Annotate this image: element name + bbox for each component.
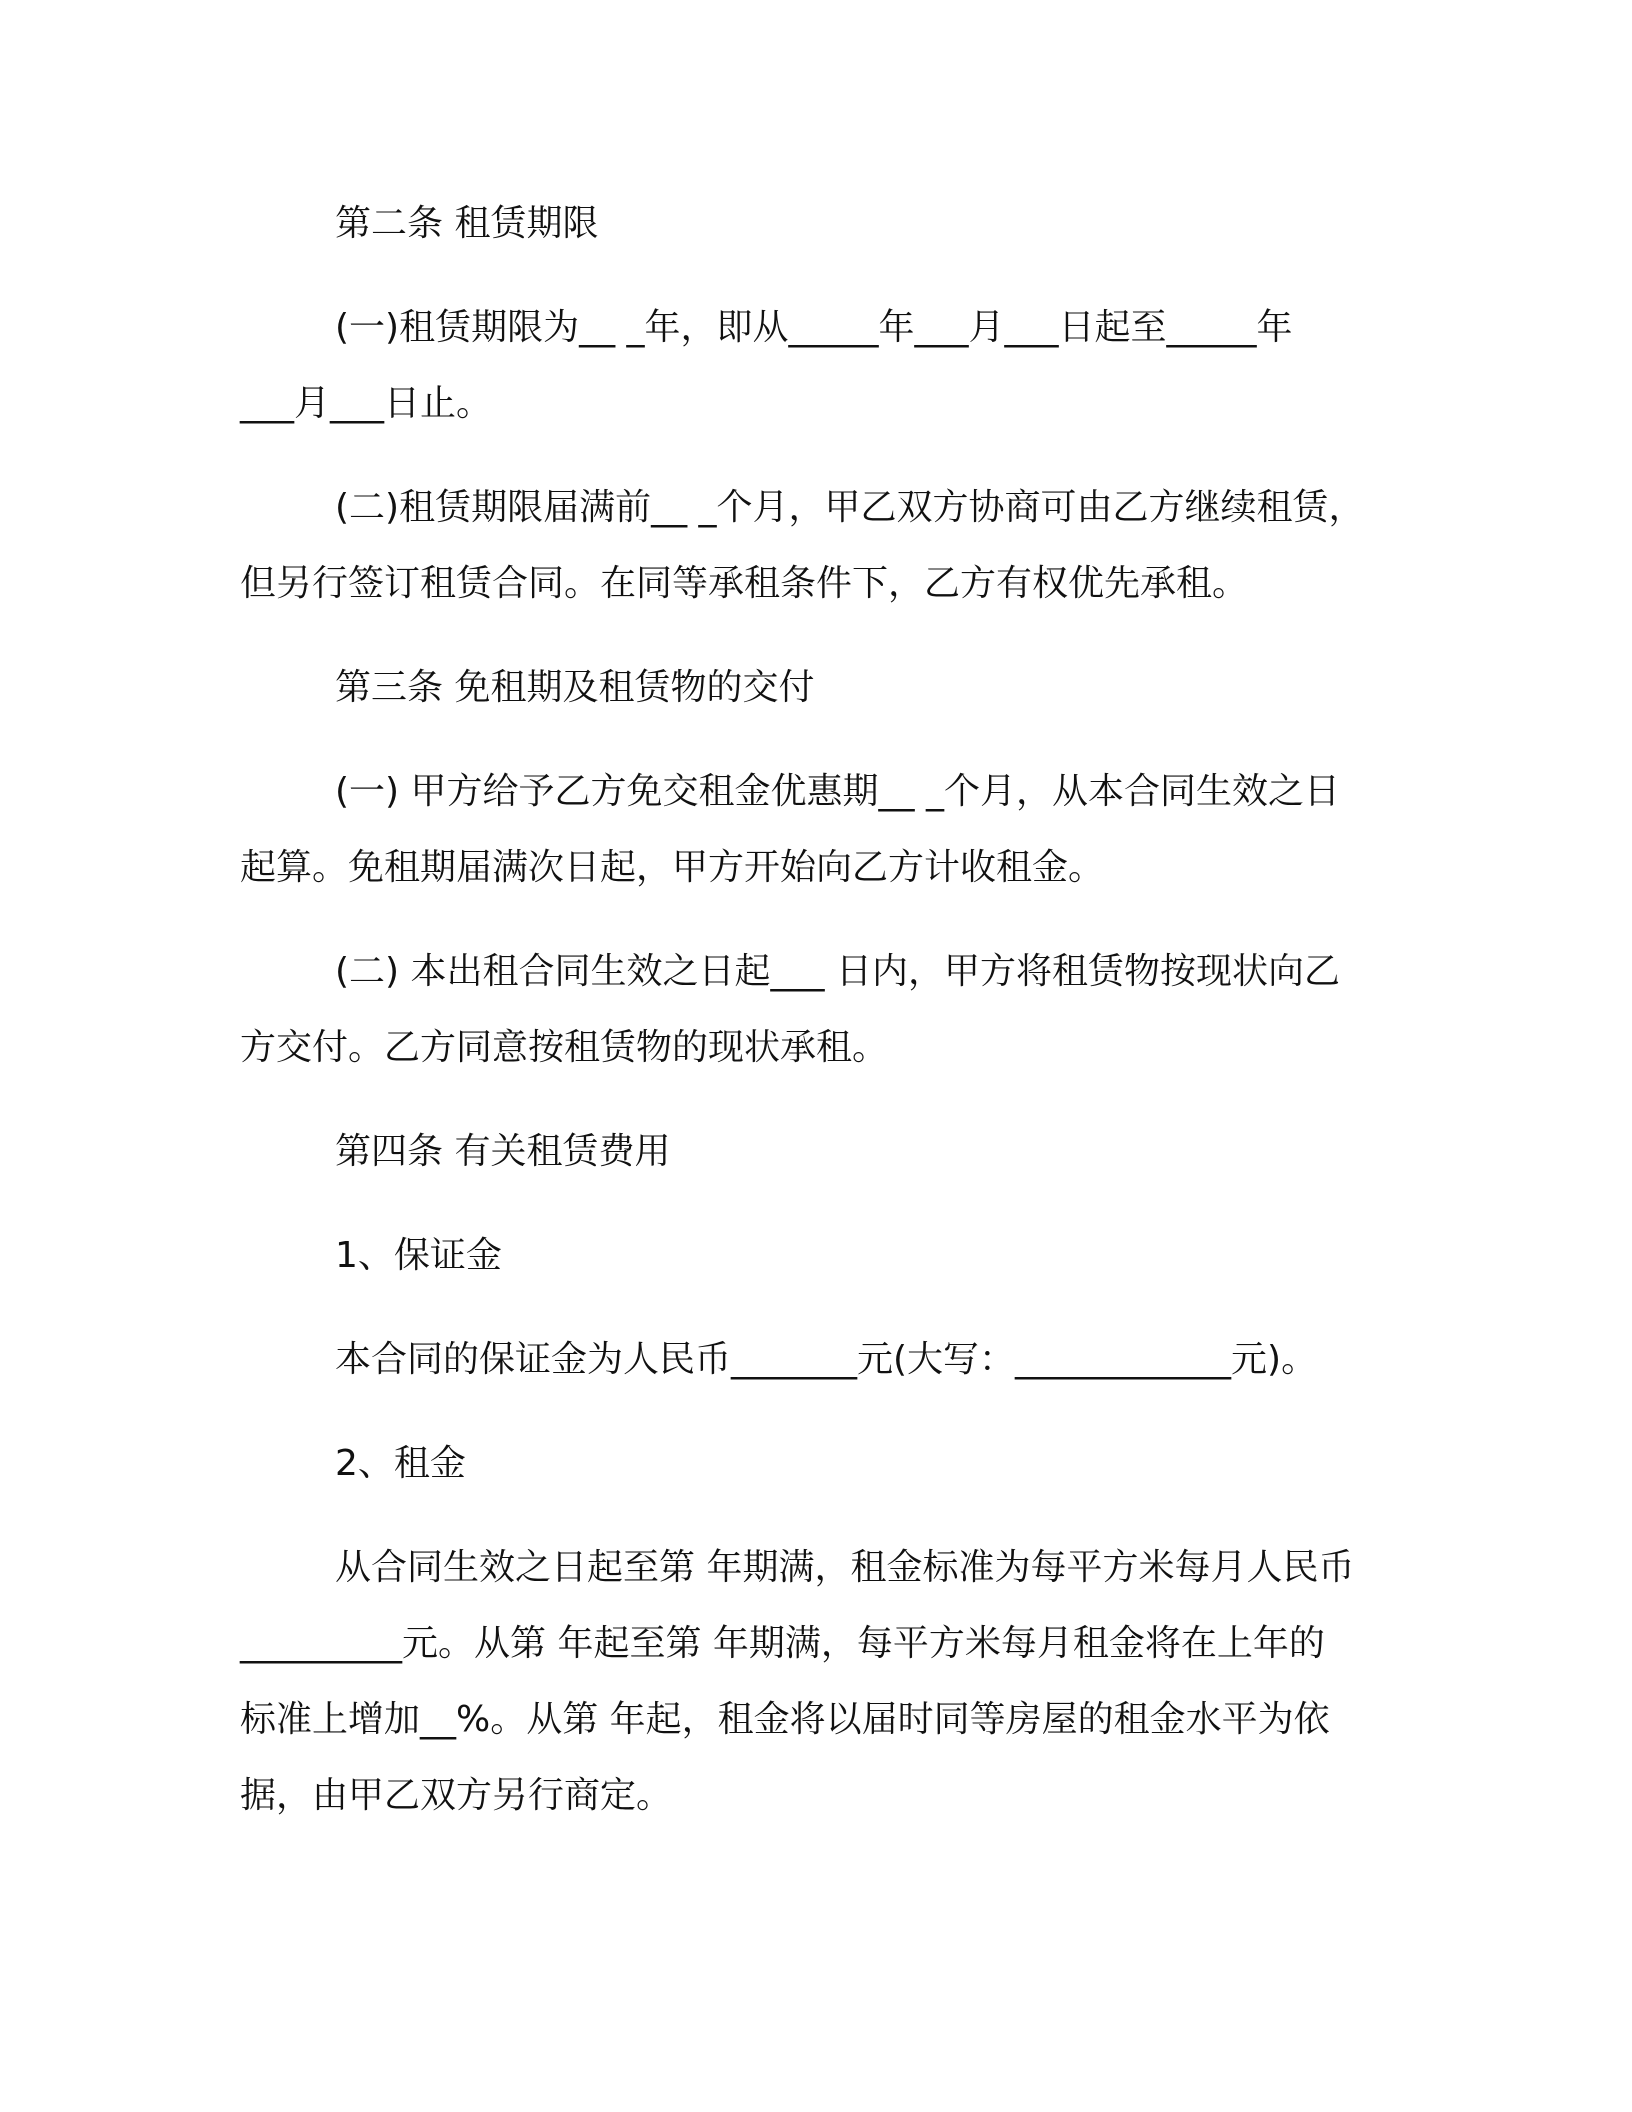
spacer — [240, 442, 1380, 470]
rent-paragraph-line-4: 据，由甲乙双方另行商定。 — [240, 1775, 673, 1816]
article-3-clause-1-line-1: (一) 甲方给予乙方免交租金优惠期__ _个月，从本合同生效之日 — [335, 771, 1340, 812]
article-3-clause-2-line-2: 方交付。乙方同意按租赁物的现状承租。 — [240, 1027, 889, 1068]
article-3-clause-1-line-2: 起算。免租期届满次日起，甲方开始向乙方计收租金。 — [240, 847, 1105, 888]
rent-subheading: 2、租金 — [335, 1443, 466, 1484]
rent-paragraph-line-2: _________元。从第 年起至第 年期满，每平方米每月租金将在上年的 — [240, 1623, 1325, 1664]
rent-paragraph-line-1: 从合同生效之日起至第 年期满，租金标准为每平方米每月人民币 — [335, 1547, 1355, 1588]
article-3-clause-2-line-1: (二) 本出租合同生效之日起___ 日内，甲方将租赁物按现状向乙 — [335, 951, 1340, 992]
article-2-heading: 第二条 租赁期限 — [335, 203, 599, 244]
article-3-heading: 第三条 免租期及租赁物的交付 — [335, 667, 815, 708]
spacer — [240, 1502, 1380, 1530]
article-2-clause-2-line-2: 但另行签订租赁合同。在同等承租条件下，乙方有权优先承租。 — [240, 563, 1249, 604]
article-2-clause-2-line-1: (二)租赁期限届满前__ _个月，甲乙双方协商可由乙方继续租赁， — [335, 487, 1365, 528]
spacer — [240, 906, 1380, 934]
spacer — [240, 1294, 1380, 1322]
spacer — [240, 622, 1380, 650]
rent-paragraph-line-3: 标准上增加__%。从第 年起，租金将以届时同等房屋的租金水平为依 — [240, 1699, 1330, 1740]
document-body — [240, 186, 1380, 1834]
spacer — [240, 1190, 1380, 1218]
spacer — [240, 262, 1380, 290]
spacer — [240, 1398, 1380, 1426]
article-2-clause-1-line-1: (一)租赁期限为__ _年，即从_____年___月___日起至_____年 — [335, 307, 1293, 348]
deposit-amount-line: 本合同的保证金为人民币_______元(大写：____________元)。 — [335, 1339, 1318, 1380]
article-2-clause-1-line-2: ___月___日止。 — [240, 383, 493, 424]
deposit-subheading: 1、保证金 — [335, 1235, 502, 1276]
article-4-heading: 第四条 有关租赁费用 — [335, 1131, 671, 1172]
spacer — [240, 726, 1380, 754]
spacer — [240, 1086, 1380, 1114]
